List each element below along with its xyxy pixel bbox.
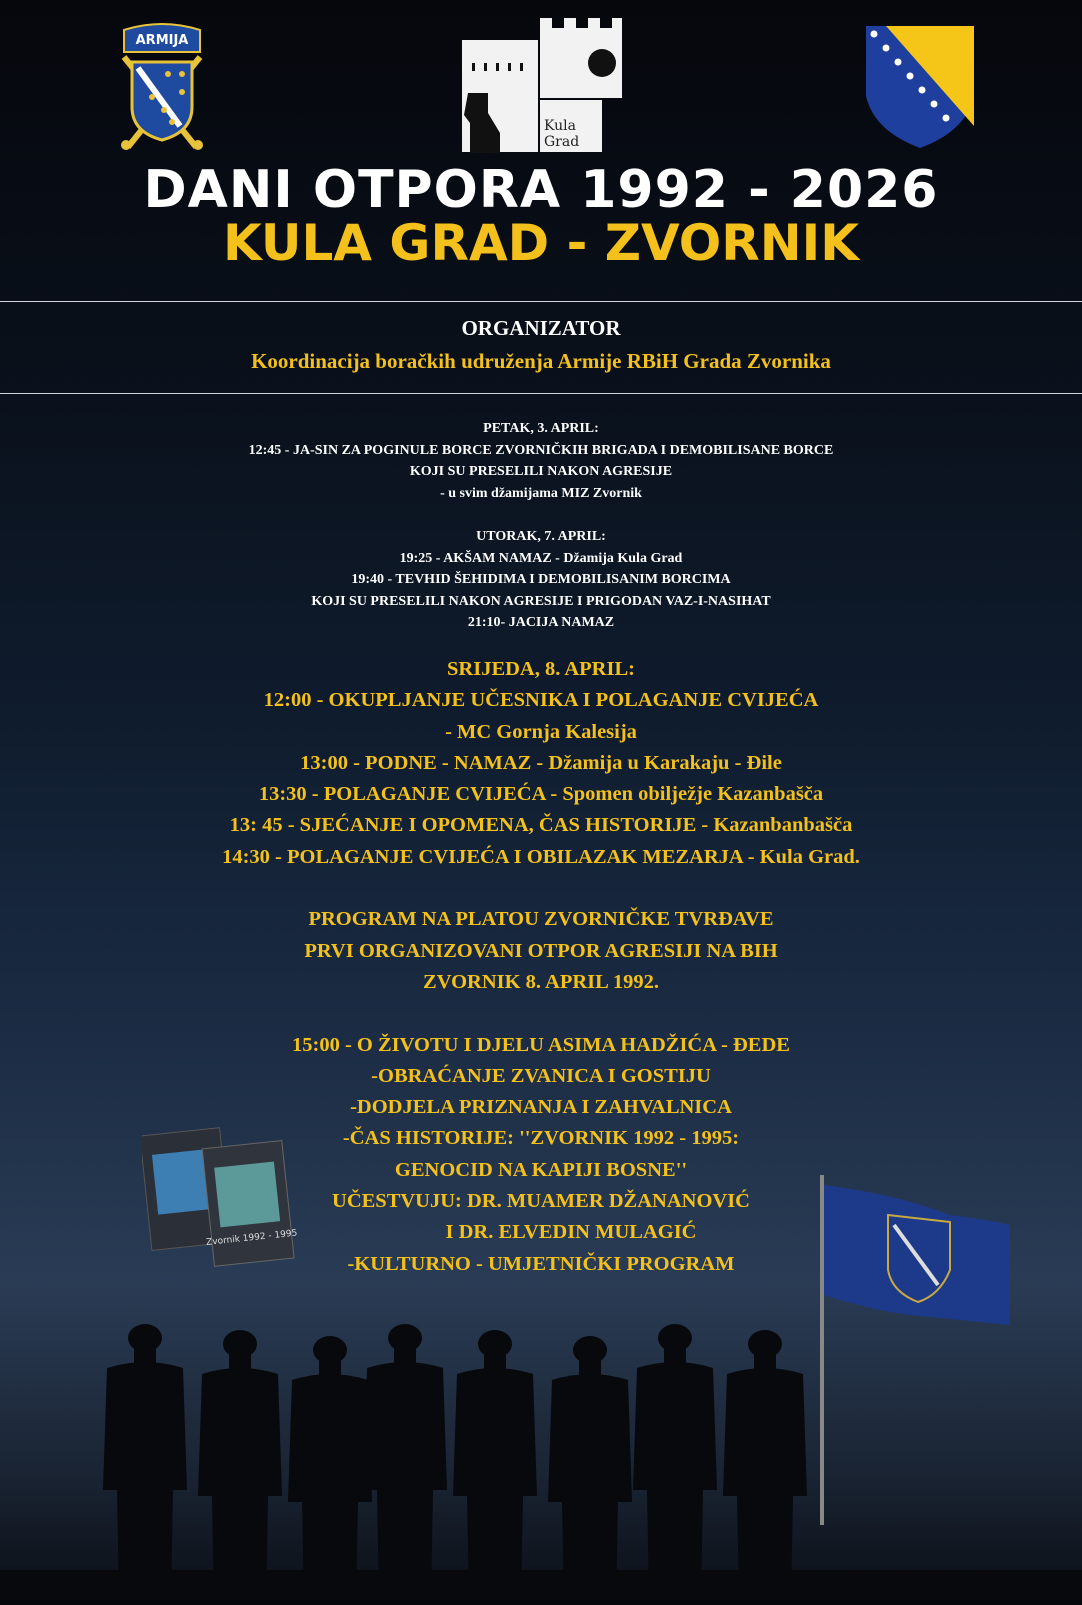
schedule-line: KOJI SU PRESELILI NAKON AGRESIJE	[409, 464, 673, 480]
program-heading: ZVORNIK 8. APRIL 1992.	[423, 970, 659, 993]
kula-grad-logo	[462, 18, 622, 158]
soldier-silhouette	[363, 1324, 447, 1600]
organizer-label: ORGANIZATOR	[461, 316, 621, 340]
event-title: DANI OTPORA 1992 - 2026	[143, 160, 939, 220]
schedule-line: 13:30 - POLAGANJE CVIJEĆA - Spomen obilježje Kazanbašča	[258, 783, 824, 806]
schedule-line: 19:40 - TEVHID ŠEHIDIMA I DEMOBILISANIM BORCIMA	[351, 572, 731, 588]
program-line: -DODJELA PRIZNANJA I ZAHVALNICA	[350, 1096, 732, 1119]
book-images	[142, 1122, 302, 1272]
svg-text:ARMIJA: ARMIJA	[135, 33, 189, 48]
ground	[0, 1570, 1082, 1600]
event-location: KULA GRAD - ZVORNIK	[222, 214, 859, 272]
schedule-line: - MC Gornja Kalesija	[445, 720, 637, 743]
program-line: GENOCID NA KAPIJI BOSNE''	[394, 1158, 688, 1181]
divider	[0, 393, 1082, 394]
soldier-silhouette	[453, 1330, 537, 1600]
schedule-line: 14:30 - POLAGANJE CVIJEĆA I OBILAZAK MEZARJA - Kula Grad.	[222, 845, 860, 868]
organizer-name: Koordinacija boračkih udruženja Armije RBiH Grada Zvornika	[251, 349, 831, 373]
schedule-line: - u svim džamijama MIZ Zvornik	[440, 485, 642, 501]
schedule-line: 12:00 - OKUPLJANJE UČESNIKA I POLAGANJE CVIJEĆA	[263, 689, 819, 712]
svg-text:Kula: Kula	[544, 118, 576, 134]
program-heading: PRVI ORGANIZOVANI OTPOR AGRESIJI NA BIH	[304, 939, 778, 962]
program-line: I DR. ELVEDIN MULAGIĆ	[445, 1221, 697, 1244]
book-title: Zvornik 1992 - 1995	[205, 1228, 298, 1248]
schedule-line: 13:00 - PODNE - NAMAZ - Džamija u Karakaju - Đile	[300, 751, 782, 774]
divider	[0, 301, 1082, 302]
program-line: -KULTURNO - UMJETNIČKI PROGRAM	[347, 1252, 735, 1275]
schedule-line: KOJI SU PRESELILI NAKON AGRESIJE I PRIGODAN VAZ-I-NASIHAT	[311, 593, 771, 609]
svg-text:Grad: Grad	[544, 134, 580, 150]
schedule-line: 21:10- JACIJA NAMAZ	[467, 615, 615, 631]
schedule-line: UTORAK, 7. APRIL:	[476, 528, 606, 544]
armija-rbih-logo	[116, 22, 208, 152]
schedule-line: 19:25 - AKŠAM NAMAZ - Džamija Kula Grad	[399, 550, 683, 566]
schedule-line: SRIJEDA, 8. APRIL:	[447, 658, 635, 680]
program-line: -ČAS HISTORIJE: ''ZVORNIK 1992 - 1995:	[342, 1127, 740, 1150]
program-line: 15:00 - O ŽIVOTU I DJELU ASIMA HADŽIĆA - ĐEDE	[292, 1033, 790, 1056]
soldiers-silhouette-image	[0, 1280, 1082, 1600]
soldier-silhouette	[198, 1330, 282, 1600]
schedule-line: PETAK, 3. APRIL:	[483, 421, 599, 436]
schedule-line: 13: 45 - SJEĆANJE I OPOMENA, ČAS HISTORIJE - Kazanbanbašča	[229, 814, 853, 837]
bih-shield-icon	[866, 26, 974, 148]
program-line: -OBRAĆANJE ZVANICA I GOSTIJU	[371, 1064, 711, 1087]
soldier-silhouette	[548, 1336, 632, 1600]
schedule-early-days	[0, 418, 1082, 634]
schedule-line: 12:45 - JA-SIN ZA POGINULE BORCE ZVORNIČKIH BRIGADA I DEMOBILISANE BORCE	[248, 442, 834, 458]
soldier-silhouette	[633, 1324, 717, 1600]
soldier-silhouette	[288, 1336, 372, 1600]
program-heading: PROGRAM NA PLATOU ZVORNIČKE TVRĐAVE	[308, 908, 774, 931]
program-line: UČESTVUJU: DR. MUAMER DŽANANOVIĆ	[332, 1190, 750, 1213]
soldier-silhouette	[723, 1330, 807, 1600]
soldier-silhouette	[103, 1324, 187, 1600]
